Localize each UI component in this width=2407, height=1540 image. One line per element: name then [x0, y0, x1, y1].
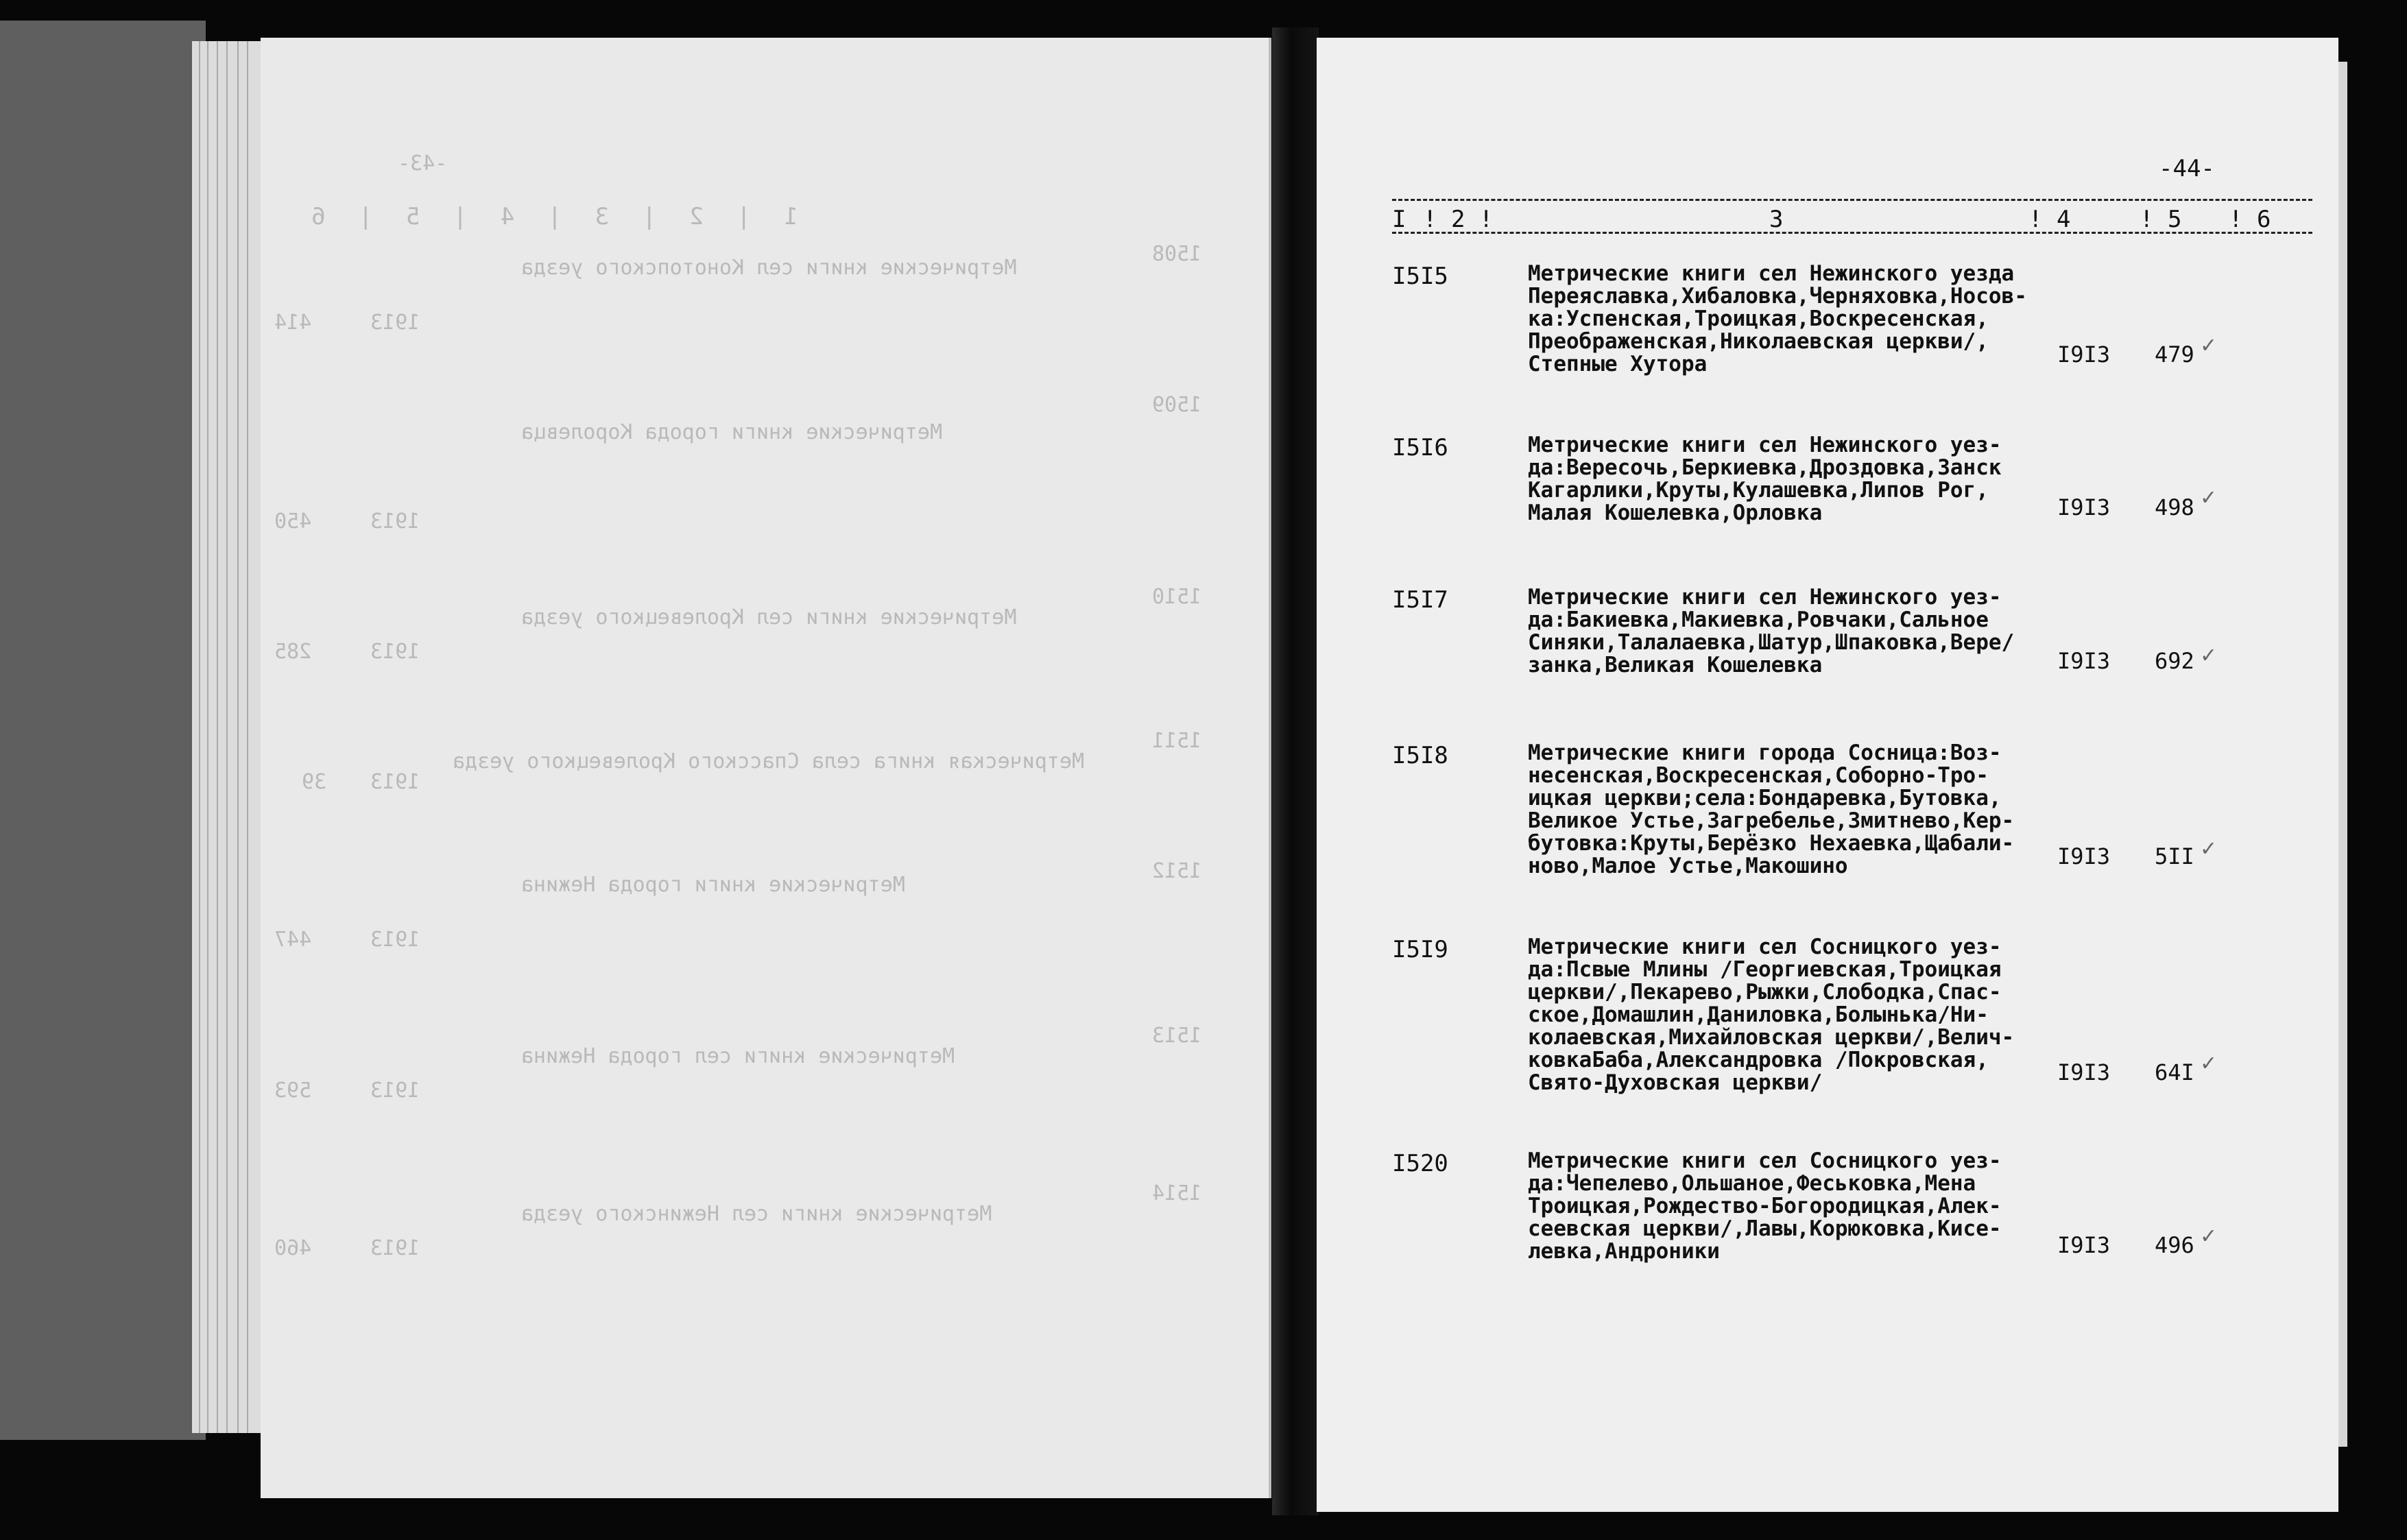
row-year: I9I3 [2057, 1232, 2111, 1258]
ghost-row-num: 1509 [1152, 393, 1202, 417]
ghost-row-num: 1512 [1152, 859, 1202, 883]
ghost-row-num: 1514 [1152, 1181, 1202, 1205]
header-col-5: ! 5 [2140, 206, 2182, 233]
row-pages: 64I [2155, 1059, 2194, 1085]
row-number: I5I8 [1392, 742, 1448, 769]
left-page-number: -43- [398, 152, 448, 176]
check-mark-icon: ✓ [2201, 331, 2216, 359]
row-description: Метрические книги сел Сосницкого уез- да:Псвые Млины /Георгиевская,Троицкая церкви/,Пекарево,Рыжки,Слободка,Спас- ское,Домашлин,Даниловка,Болынька/Ни- колаевская,Михайловская церкви/,Велич- ковкаБаба,Александровка /Покровская, Свято-Духовская церкви/ [1528, 935, 2015, 1095]
ghost-row-year: 1913 [370, 1236, 420, 1260]
table-row [1392, 586, 2312, 723]
row-year: I9I3 [2057, 843, 2111, 869]
row-year: I9I3 [2057, 1059, 2111, 1085]
row-year: I9I3 [2057, 494, 2111, 520]
background-cloth [0, 21, 206, 1440]
header-col-4: ! 4 [2028, 206, 2071, 233]
ghost-row-num: 1508 [1152, 242, 1202, 266]
row-number: I5I6 [1392, 434, 1448, 461]
ghost-row-desc: Метрические книги города Королевца [521, 420, 943, 444]
row-number: I5I5 [1392, 263, 1448, 290]
ghost-row-pages: 447 [274, 928, 312, 952]
header-col-2: ! 2 ! [1423, 206, 1494, 233]
row-description: Метрические книги сел Нежинского уезда Переяславка,Хибаловка,Черняховка,Носов- ка:Успенская,Троицкая,Воскресенская, Преображенская,Николаевская церкви/, Степные Хутора [1528, 261, 2027, 376]
ghost-row-desc: Метрическая книга села Спасского Кролевецкого уезда [453, 749, 1085, 773]
row-description: Метрические книги сел Нежинского уез- да:Бакиевка,Макиевка,Ровчаки,Сальное Синяки,Талалаевка,Шатур,Шпаковка,Вере/ занка,Великая Кошелевка [1528, 585, 2015, 677]
header-col-1: I [1392, 206, 1406, 233]
row-number: I5I9 [1392, 936, 1448, 963]
ghost-row-year: 1913 [370, 311, 420, 335]
row-pages: 5II [2155, 843, 2194, 869]
table-row [1392, 434, 2312, 571]
ghost-row-num: 1511 [1152, 729, 1202, 753]
row-year: I9I3 [2057, 341, 2111, 368]
left-page [261, 38, 1271, 1498]
row-year: I9I3 [2057, 648, 2111, 674]
row-description: Метрические книги сел Нежинского уез- да:Вересочь,Беркиевка,Дроздовка,Занск Кагарлики,Круты,Кулашевка,Липов Рог, Малая Кошелевка,Орловка [1528, 433, 2002, 525]
row-description: Метрические книги города Сосница:Воз- несенская,Воскресенская,Соборно-Тро- ицкая церкви;села:Бондаревка,Бутовка, Великое Устье,Загребелье,Змитнево,Кер- бутовка:Круты,Берёзко Нехаевка,Щабали- ново,Малое Устье,Макошино [1528, 741, 2015, 878]
ghost-row-pages: 39 [302, 770, 327, 794]
ghost-row-desc: Метрические книги сел Конотопского уезда [521, 256, 1017, 280]
check-mark-icon: ✓ [2201, 483, 2216, 511]
row-pages: 479 [2155, 341, 2194, 368]
table-row [1392, 742, 2312, 879]
header-col-3: 3 [1769, 206, 1784, 233]
ghost-row-year: 1913 [370, 770, 420, 794]
row-number: I5I7 [1392, 586, 1448, 614]
left-header-row: 1 | 2 | 3 | 4 | 5 | 6 [302, 203, 798, 230]
table-row [1392, 1150, 2312, 1287]
row-pages: 498 [2155, 494, 2194, 520]
ghost-row-desc: Метрические книги города Нежина [521, 873, 905, 897]
check-mark-icon: ✓ [2201, 834, 2216, 862]
page-stack-edge-left [192, 41, 270, 1433]
ghost-row-year: 1913 [370, 1079, 420, 1103]
ghost-row-pages: 450 [274, 509, 312, 533]
ghost-row-desc: Метрические книги сел города Нежина [521, 1044, 955, 1068]
ghost-row-num: 1510 [1152, 585, 1202, 609]
check-mark-icon: ✓ [2201, 1049, 2216, 1076]
page-number: -44- [2159, 155, 2215, 182]
ghost-row-pages: 593 [274, 1079, 312, 1103]
row-description: Метрические книги сел Сосницкого уез- да:Чепелево,Ольшаное,Феськовка,Мена Троицкая,Рождество-Богородицкая,Алек- сеевская церкви/,Лавы,Корюковка,Кисе- левка,Андроники [1528, 1148, 2002, 1264]
ghost-row-year: 1913 [370, 640, 420, 664]
ghost-row-year: 1913 [370, 509, 420, 533]
ghost-row-year: 1913 [370, 928, 420, 952]
book-spine [1272, 27, 1319, 1515]
ghost-row-desc: Метрические книги сел Нежинского уезда [521, 1202, 992, 1226]
header-rule-top [1392, 199, 2312, 201]
ghost-row-num: 1513 [1152, 1024, 1202, 1048]
table-row [1392, 263, 2312, 400]
table-row [1392, 935, 2312, 1095]
row-pages: 496 [2155, 1232, 2194, 1258]
row-number: I520 [1392, 1150, 1448, 1177]
ghost-row-pages: 414 [274, 311, 312, 335]
ghost-row-desc: Метрические книги сел Кролевецкого уезда [521, 605, 1017, 629]
header-rule-bottom [1392, 232, 2312, 234]
ghost-row-pages: 460 [274, 1236, 312, 1260]
check-mark-icon: ✓ [2201, 1222, 2216, 1249]
ghost-row-pages: 285 [274, 640, 312, 664]
header-col-6: ! 6 [2229, 206, 2271, 233]
row-pages: 692 [2155, 648, 2194, 674]
check-mark-icon: ✓ [2201, 641, 2216, 669]
